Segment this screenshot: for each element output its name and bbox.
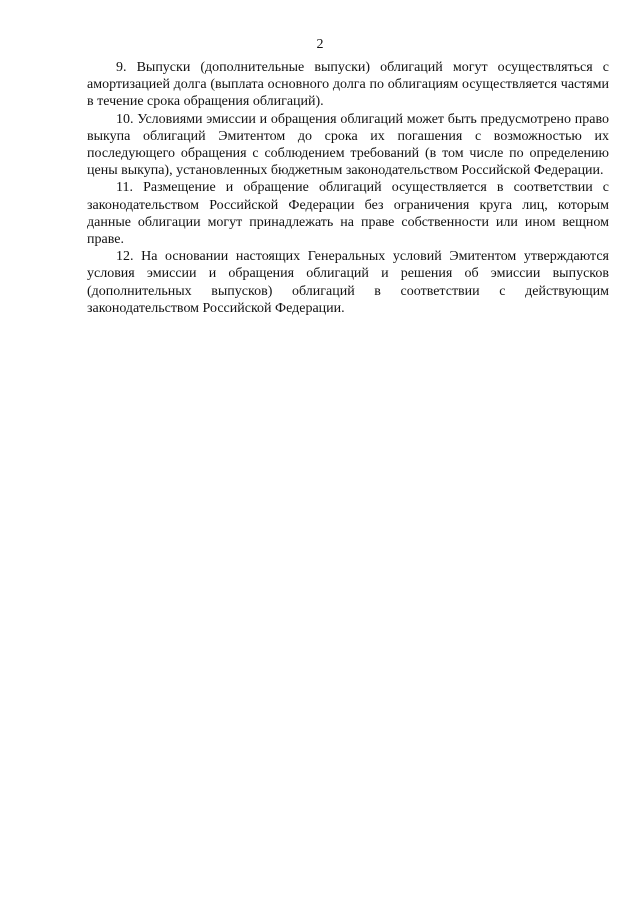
paragraph-10: 10. Условиями эмиссии и обращения облигаций может быть предусмотрено право выкупа облигаций Эмитентом до срока их погашения с возможностью их последующего обращения с соблюдением требований (в том числе по определению цены выкупа), установленных бюджетным законодательством Российской Федерации. (87, 111, 609, 179)
page-number: 2 (316, 37, 324, 52)
paragraph-11: 11. Размещение и обращение облигаций осуществляется в соответствии с законодательством Российской Федерации без ограничения круга лиц, которым данные облигации могут принадлежать на праве собственности или ином вещном праве. (87, 180, 609, 248)
document-body (87, 59, 609, 317)
paragraph-12: 12. На основании настоящих Генеральных условий Эмитентом утверждаются условия эмиссии и обращения облигаций и решения об эмиссии выпусков (дополнительных выпусков) облигаций в соответствии с действующим законодательством Российской Федерации. (87, 249, 609, 316)
paragraph-9: 9. Выпуски (дополнительные выпуски) облигаций могут осуществляться с амортизацией долга (выплата основного долга по облигациям осуществляется частями в течение срока обращения облигаций). (87, 60, 609, 110)
